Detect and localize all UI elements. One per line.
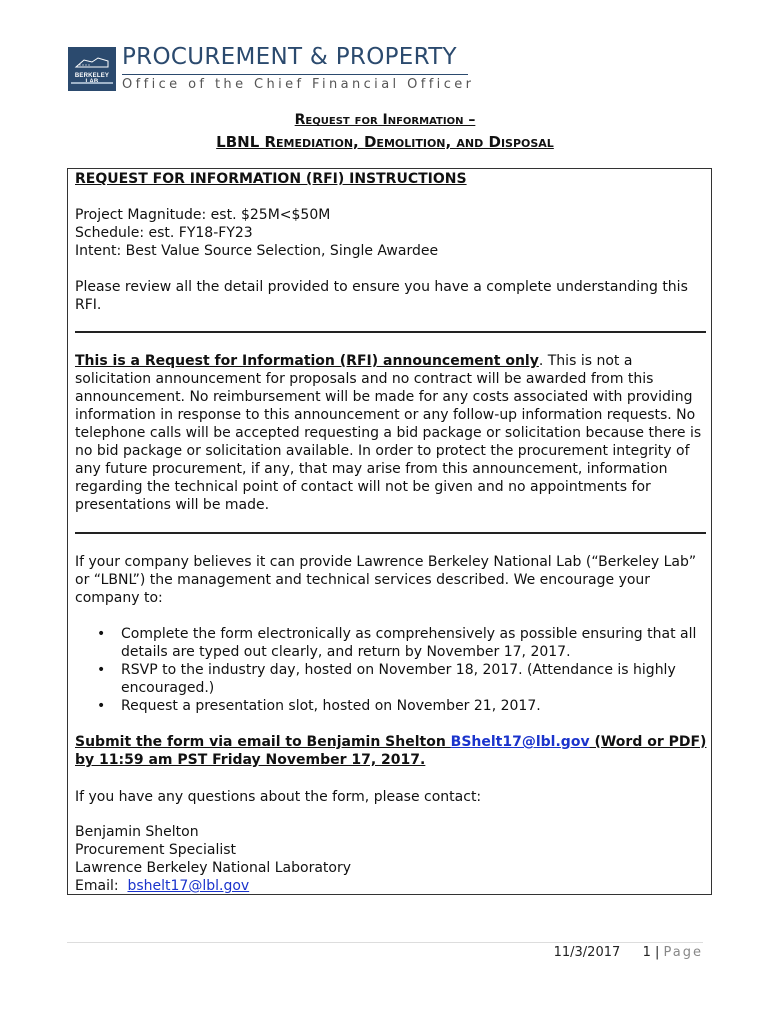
document-title-line-1: Request for Information – [294,112,476,128]
announcement-body: . This is not a solicitation announcement for proposals and no contract will be awarded from this announcement. No reimbursement will be made for any costs associated with providing information in response to this announcement or any follow-up information requests. No telephone calls will be accepted requesting a bid package or solicitation because there is no bid package or solicitation available. In order to protect the procurement integrity of any future procurement, if any, that may arise from this announcement, information regarding the technical point of contact will not be given and no appointments for presentations will be made. [75,353,702,513]
project-schedule: Schedule: est. FY18-FY23 [75,225,253,241]
section-divider-2 [75,532,706,534]
contact-email-link[interactable]: bshelt17@lbl.gov [127,878,250,894]
list-item: • RSVP to the industry day, hosted on November 18, 2017. (Attendance is highly encouraged.) [75,661,711,697]
page-footer [554,945,703,960]
instructions-list [75,625,711,715]
contact-title: Procurement Specialist [75,842,237,858]
contact-name: Benjamin Shelton [75,824,199,840]
submit-instructions [75,733,711,769]
instructions-heading: REQUEST FOR INFORMATION (RFI) INSTRUCTIONS [75,171,467,187]
document-title-line-2: LBNL Remediation, Demolition, and Disposal [216,133,554,151]
header-subtitle: Office of the Chief Financial Officer [122,77,475,92]
header-title: PROCUREMENT & PROPERTY [122,44,457,70]
announcement-emphasis: This is a Request for Information (RFI) announcement only [75,353,539,369]
footer-page-label: Page [663,945,703,960]
footer-page-number: 1 [642,945,651,960]
footer-separator: | [654,945,660,960]
list-item: • Request a presentation slot, hosted on November 21, 2017. [75,697,711,715]
review-paragraph: Please review all the detail provided to ensure you have a complete understanding this RFI. [75,279,688,313]
submit-suffix: (Word or PDF) by 11:59 am PST Friday November 17, 2017. [75,734,707,768]
contact-organization: Lawrence Berkeley National Laboratory [75,860,352,876]
contact-email-label: Email: [75,878,128,894]
submit-email-link[interactable]: BShelt17@lbl.gov [450,734,590,750]
contact-email-line [75,877,711,895]
building-icon [74,55,110,69]
section-divider-1 [75,331,706,333]
project-intent: Intent: Best Value Source Selection, Single Awardee [75,243,439,259]
list-item: • Complete the form electronically as comprehensively as possible ensuring that all details are typed out clearly, and return by November 17, 2017. [75,625,711,661]
company-paragraph: If your company believes it can provide Lawrence Berkeley National Lab (“Berkeley Lab” or “LBNL”) the management and technical services described. We encourage your company to: [75,554,697,606]
header-divider [122,74,468,75]
questions-paragraph: If you have any questions about the form, please contact: [75,789,482,805]
berkeley-lab-logo [68,47,116,91]
logo-text: BERKELEY [74,73,110,79]
logo-underline [71,82,113,84]
submit-prefix: Submit the form via email to Benjamin Shelton [75,734,451,750]
contact-block [75,823,711,895]
footer-date: 11/3/2017 [553,945,621,960]
project-magnitude: Project Magnitude: est. $25M<$50M [75,207,331,223]
project-details [75,206,711,260]
footer-divider [67,942,703,943]
announcement-paragraph [75,352,711,514]
